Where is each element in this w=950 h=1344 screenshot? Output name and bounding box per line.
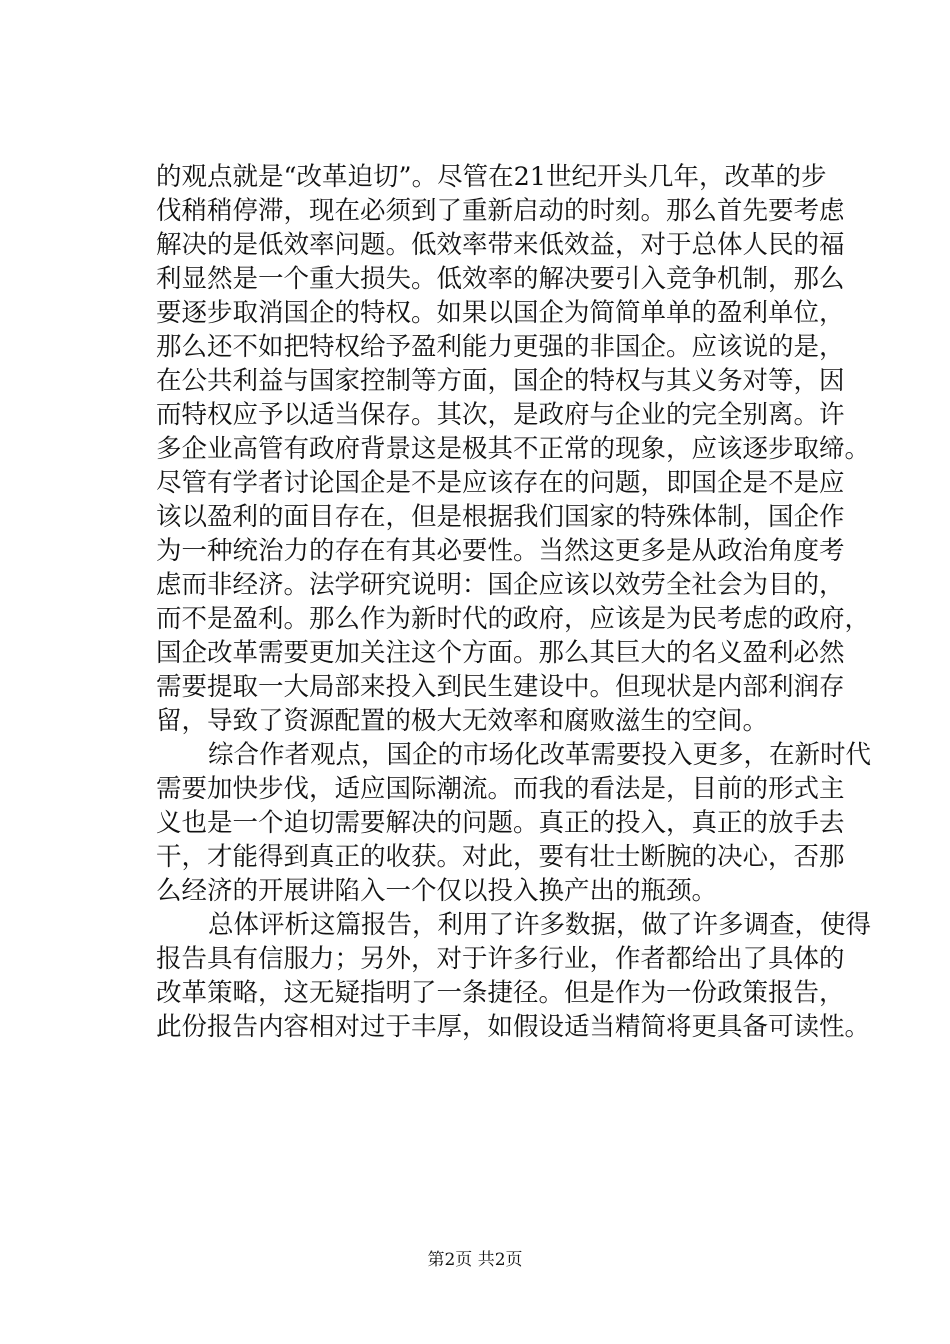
paragraph-3 — [156, 908, 872, 1044]
text-line: 多企业高管有政府背景这是极其不正常的现象，应该逐步取缔。 — [156, 434, 871, 464]
paragraph-1 — [156, 160, 871, 738]
text-line: 义也是一个迫切需要解决的问题。真正的投入，真正的放手去 — [156, 808, 845, 838]
text-line: 而特权应予以适当保存。其次，是政府与企业的完全别离。许 — [156, 400, 845, 430]
text-line: 虑而非经济。法学研究说明：国企应该以效劳全社会为目的， — [156, 570, 845, 600]
text-line: 么经济的开展讲陷入一个仅以投入换产出的瓶颈。 — [156, 876, 718, 906]
text-line: 报告具有信服力；另外，对于许多行业，作者都给出了具体的 — [156, 944, 845, 974]
text-line: 改革策略，这无疑指明了一条捷径。但是作为一份政策报告， — [156, 978, 845, 1008]
text-line: 总体评析这篇报告，利用了许多数据，做了许多调查，使得 — [208, 910, 872, 940]
text-line: 利显然是一个重大损失。低效率的解决要引入竞争机制，那么 — [156, 264, 845, 294]
text-line: 该以盈利的面目存在，但是根据我们国家的特殊体制，国企作 — [156, 502, 845, 532]
text-line: 综合作者观点，国企的市场化改革需要投入更多，在新时代 — [208, 740, 872, 770]
text-line: 国企改革需要更加关注这个方面。那么其巨大的名义盈利必然 — [156, 638, 845, 668]
text-line: 而不是盈利。那么作为新时代的政府，应该是为民考虑的政府， — [156, 604, 871, 634]
text-line: 那么还不如把特权给予盈利能力更强的非国企。应该说的是， — [156, 332, 845, 362]
text-line: 在公共利益与国家控制等方面，国企的特权与其义务对等，因 — [156, 366, 845, 396]
text-line: 为一种统治力的存在有其必要性。当然这更多是从政治角度考 — [156, 536, 845, 566]
text-line: 伐稍稍停滞，现在必须到了重新启动的时刻。那么首先要考虑 — [156, 196, 845, 226]
text-line: 此份报告内容相对过于丰厚，如假设适当精简将更具备可读性。 — [156, 1012, 871, 1042]
text-line: 留，导致了资源配置的极大无效率和腐败滋生的空间。 — [156, 706, 769, 736]
text-line: 解决的是低效率问题。低效率带来低效益，对于总体人民的福 — [156, 230, 845, 260]
text-line: 的观点就是“改革迫切”。尽管在21世纪开头几年，改革的步 — [156, 162, 827, 192]
page-number: 第2页 共2页 — [427, 1250, 523, 1270]
text-line: 要逐步取消国企的特权。如果以国企为简简单单的盈利单位， — [156, 298, 845, 328]
text-line: 干，才能得到真正的收获。对此，要有壮士断腕的决心，否那 — [156, 842, 845, 872]
text-line: 需要加快步伐，适应国际潮流。而我的看法是，目前的形式主 — [156, 774, 845, 804]
paragraph-2 — [156, 738, 872, 908]
text-line: 尽管有学者讨论国企是不是应该存在的问题，即国企是不是应 — [156, 468, 845, 498]
document-body — [156, 160, 872, 1044]
text-line: 需要提取一大局部来投入到民生建设中。但现状是内部利润存 — [156, 672, 845, 702]
page-footer — [0, 1245, 950, 1270]
